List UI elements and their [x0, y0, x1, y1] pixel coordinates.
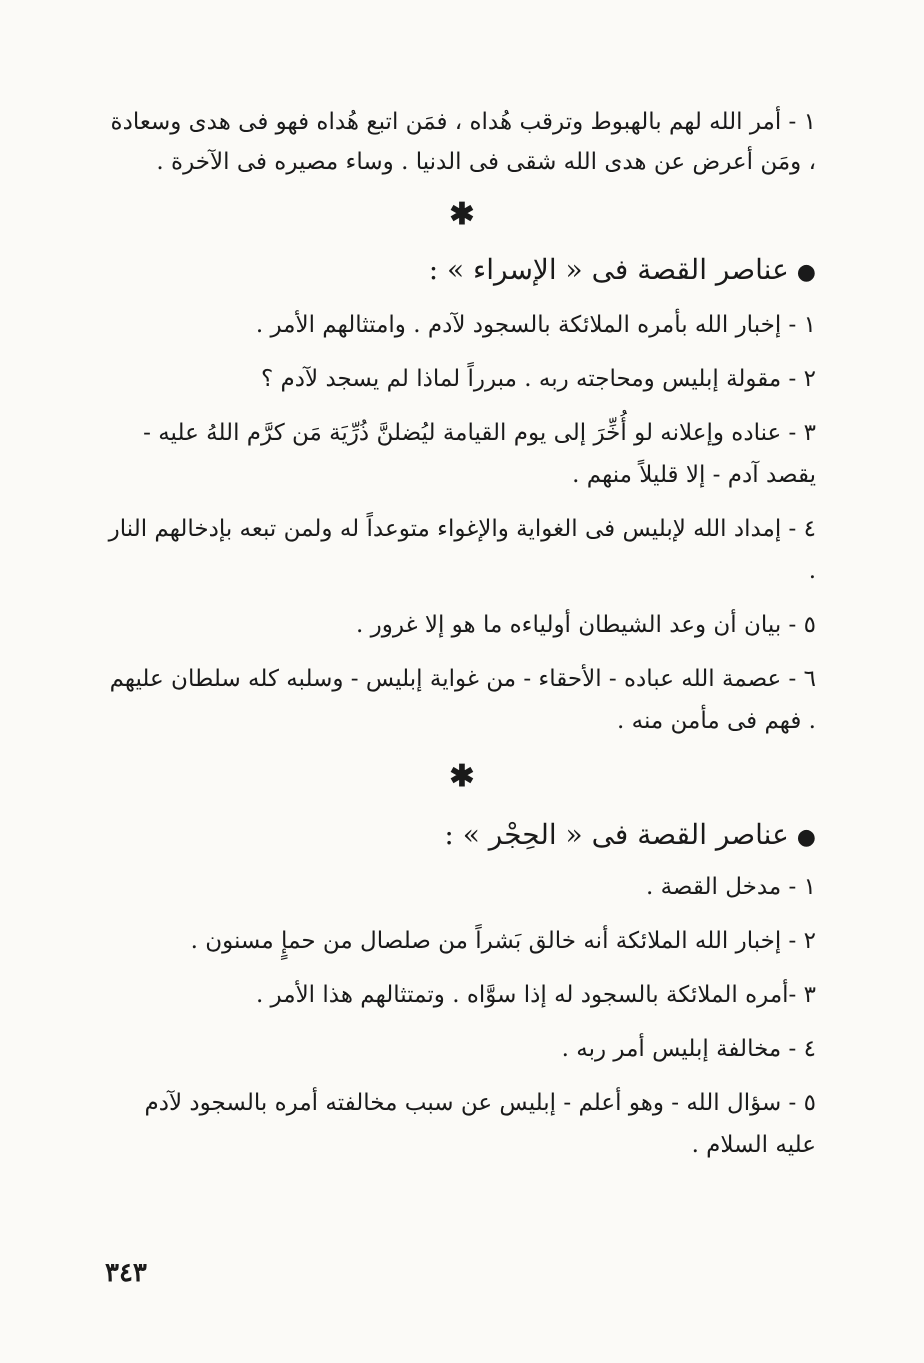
- intro-paragraph: ١ - أمر الله لهم بالهبوط وترقب هُداه ، فمَن اتبع هُداه فهو فى هدى وسعادة ، ومَن أعرض عن هدى الله شقى فى الدنيا . وساء مصيره فى الآخرة .: [110, 109, 816, 175]
- list-item: ٢ - إخبار الله الملائكة أنه خالق بَشراً من صلصال من حمإٍ مسنون .: [190, 928, 816, 954]
- list-item: ٦ - عصمة الله عباده - الأحقاء - من غواية إبليس - وسلبه كله سلطان عليهم . فهم فى مأمن منه .: [109, 666, 816, 734]
- list-item: ٤ - مخالفة إبليس أمر ربه .: [561, 1036, 816, 1062]
- list-item: ٤ - إمداد الله لإبليس فى الغواية والإغواء متوعداً له ولمن تبعه بإدخالهم النار .: [108, 516, 816, 584]
- heading-text: عناصر القصة فى « الإسراء » :: [428, 253, 789, 286]
- list-item: ٣ - عناده وإعلانه لو أُخِّرَ إلى يوم القيامة ليُضلنَّ ذُرِّيَة مَن كرَّم اللهُ عليه - يقصد آدم - إلا قليلاً منهم .: [143, 420, 816, 488]
- section-separator: ✱: [449, 197, 475, 232]
- section-heading-hijr: [105, 815, 816, 858]
- section-separator: ✱: [449, 759, 475, 794]
- section-heading-isra: [105, 250, 816, 293]
- isra-elements-list: [105, 304, 816, 754]
- hijr-elements-list: [105, 866, 816, 1178]
- list-item: ٢ - مقولة إبليس ومحاجته ربه . مبرراً لماذا لم يسجد لآدم ؟: [261, 366, 816, 392]
- heading-text: عناصر القصة فى « الحِجْر » :: [444, 818, 789, 851]
- list-item: ١ - إخبار الله بأمره الملائكة بالسجود لآدم . وامتثالهم الأمر .: [255, 312, 816, 338]
- list-item: ٥ - بيان أن وعد الشيطان أولياءه ما هو إلا غرور .: [355, 612, 816, 638]
- bullet-icon: ●: [796, 260, 816, 285]
- bullet-icon: ●: [796, 825, 816, 850]
- list-item: ١ - مدخل القصة .: [645, 874, 816, 900]
- list-item: ٣ -أمره الملائكة بالسجود له إذا سوَّاه . وتمتثالهم هذا الأمر .: [255, 982, 816, 1008]
- list-item: ٥ - سؤال الله - وهو أعلم - إبليس عن سبب مخالفته أمره بالسجود لآدم عليه السلام .: [144, 1090, 816, 1158]
- page-number: ٣٤٣: [105, 1258, 147, 1288]
